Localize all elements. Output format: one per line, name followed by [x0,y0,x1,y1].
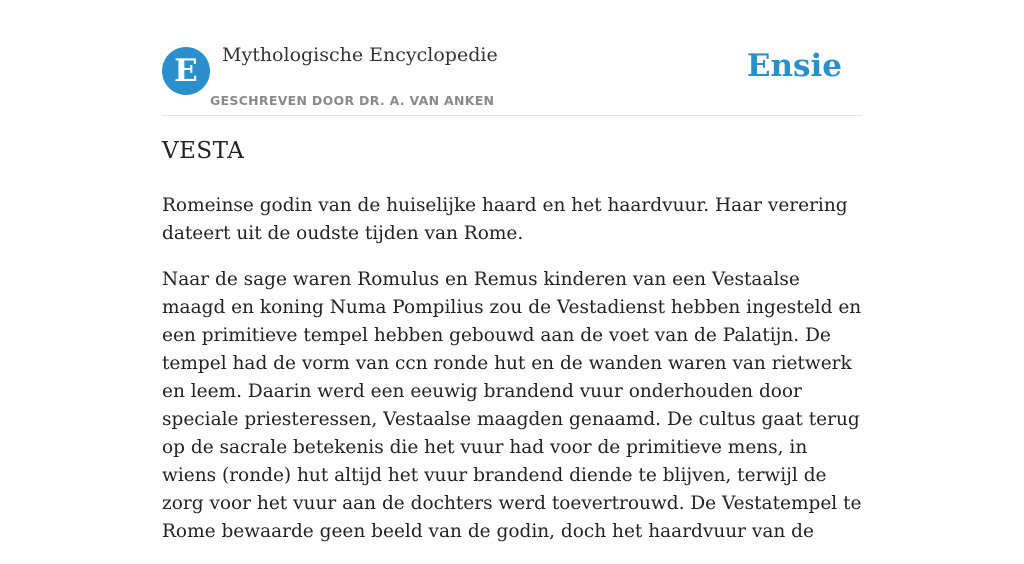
paragraph: Naar de sage waren Romulus en Remus kinderen van een Vestaalse maagd en koning Numa Pompilius zou de Vestadienst hebben ingesteld en een primitieve tempel hebben gebouwd aan de voet van de Palatijn. De tempel had de vorm van ccn ronde hut en de wanden waren van rietwerk en leem. Daarin werd een eeuwig brandend vuur onderhouden door speciale priesteressen, Vestaalse maagden genaamd. De cultus gaat terug op de sacrale betekenis die het vuur had voor de primitieve mens, in wiens (ronde) hut altijd het vuur brandend diende te blijven, terwijl de zorg voor het vuur aan de dochters werd toevertrouwd. De Vestatempel te Rome bewaarde geen beeld van de godin, doch het haardvuur van de [162,269,862,542]
header [162,0,862,116]
ensie-brand-logo[interactable]: Ensie [746,48,842,84]
entry-title: VESTA [162,138,245,164]
entry-content [162,192,866,564]
paragraph: Romeinse godin van de huiselijke haard en het haardvuur. Haar verering dateert uit de oudste tijden van Rome. [162,195,848,244]
author-byline[interactable]: GESCHREVEN DOOR DR. A. VAN ANKEN [210,93,495,108]
encyclopedia-logo-icon[interactable]: E [162,47,210,95]
book-title-link[interactable]: Mythologische Encyclopedie [222,44,498,66]
